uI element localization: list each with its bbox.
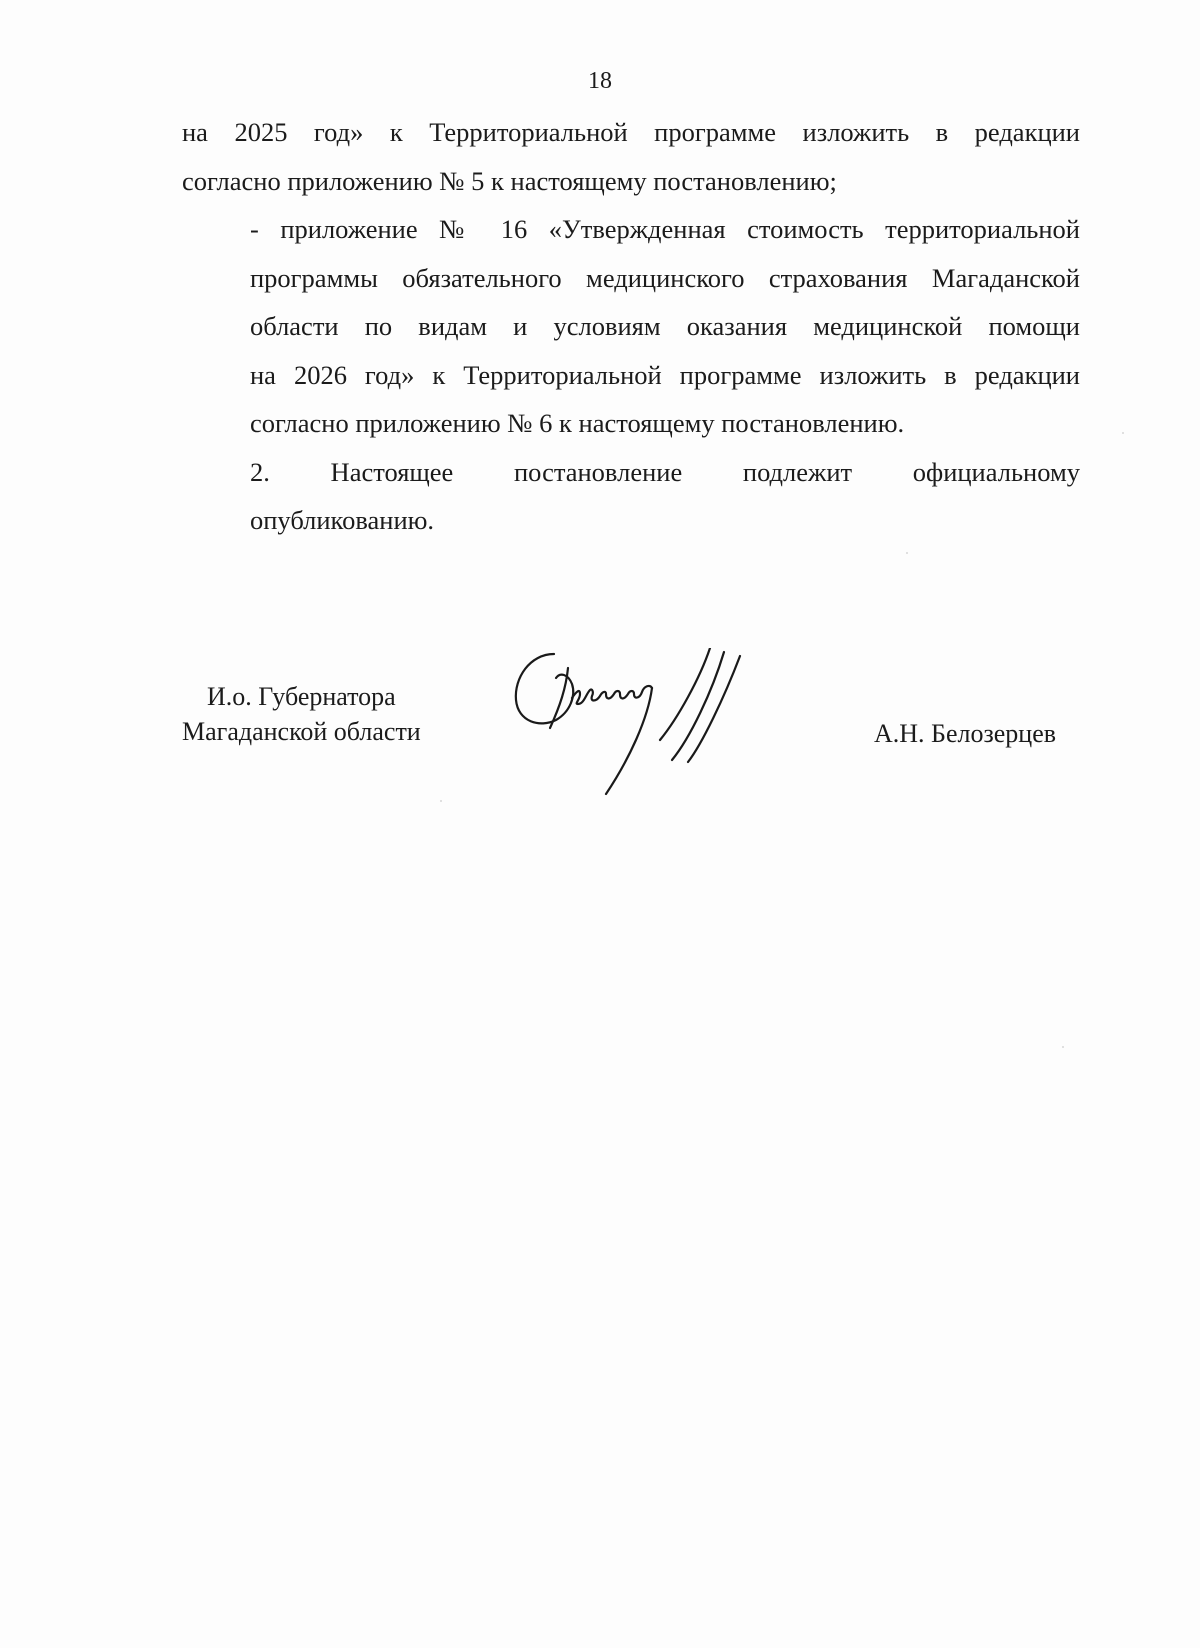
paragraph-appendix-5 — [182, 108, 1080, 205]
scan-speck — [1122, 432, 1124, 434]
scan-speck — [1062, 1046, 1064, 1048]
document-body — [182, 108, 1080, 545]
text-line: на 2026 год» к Территориальной программе изложить в редакции — [250, 359, 1080, 390]
text-line: опубликованию. — [250, 505, 435, 535]
text-line: согласно приложению № 6 к настоящему постановлению. — [250, 408, 905, 438]
signatory-name: А.Н. Белозерцев — [874, 719, 1057, 748]
scan-speck — [906, 552, 908, 554]
text-line: области по видам и условиям оказания медицинской помощи — [250, 311, 1080, 341]
scan-speck — [440, 800, 442, 802]
paragraph-publication — [182, 448, 1080, 545]
page-number: 18 — [588, 68, 612, 94]
signatory-position — [182, 679, 421, 749]
signatory-position-line: Магаданской области — [182, 717, 421, 746]
text-line: - приложение № 16 «Утвержденная стоимость территориальной — [250, 214, 1080, 244]
paragraph-appendix-16 — [182, 205, 1080, 448]
text-line: на 2025 год» к Территориальной программе изложить в редакции — [182, 117, 1080, 147]
text-line: согласно приложению № 5 к настоящему постановлению; — [182, 165, 837, 196]
handwritten-signature — [510, 648, 780, 838]
text-line: 2. Настоящее постановление подлежит официальному — [250, 456, 1080, 487]
text-line: программы обязательного медицинского страхования Магаданской — [250, 262, 1080, 293]
signatory-position-line: И.о. Губернатора — [206, 682, 396, 711]
